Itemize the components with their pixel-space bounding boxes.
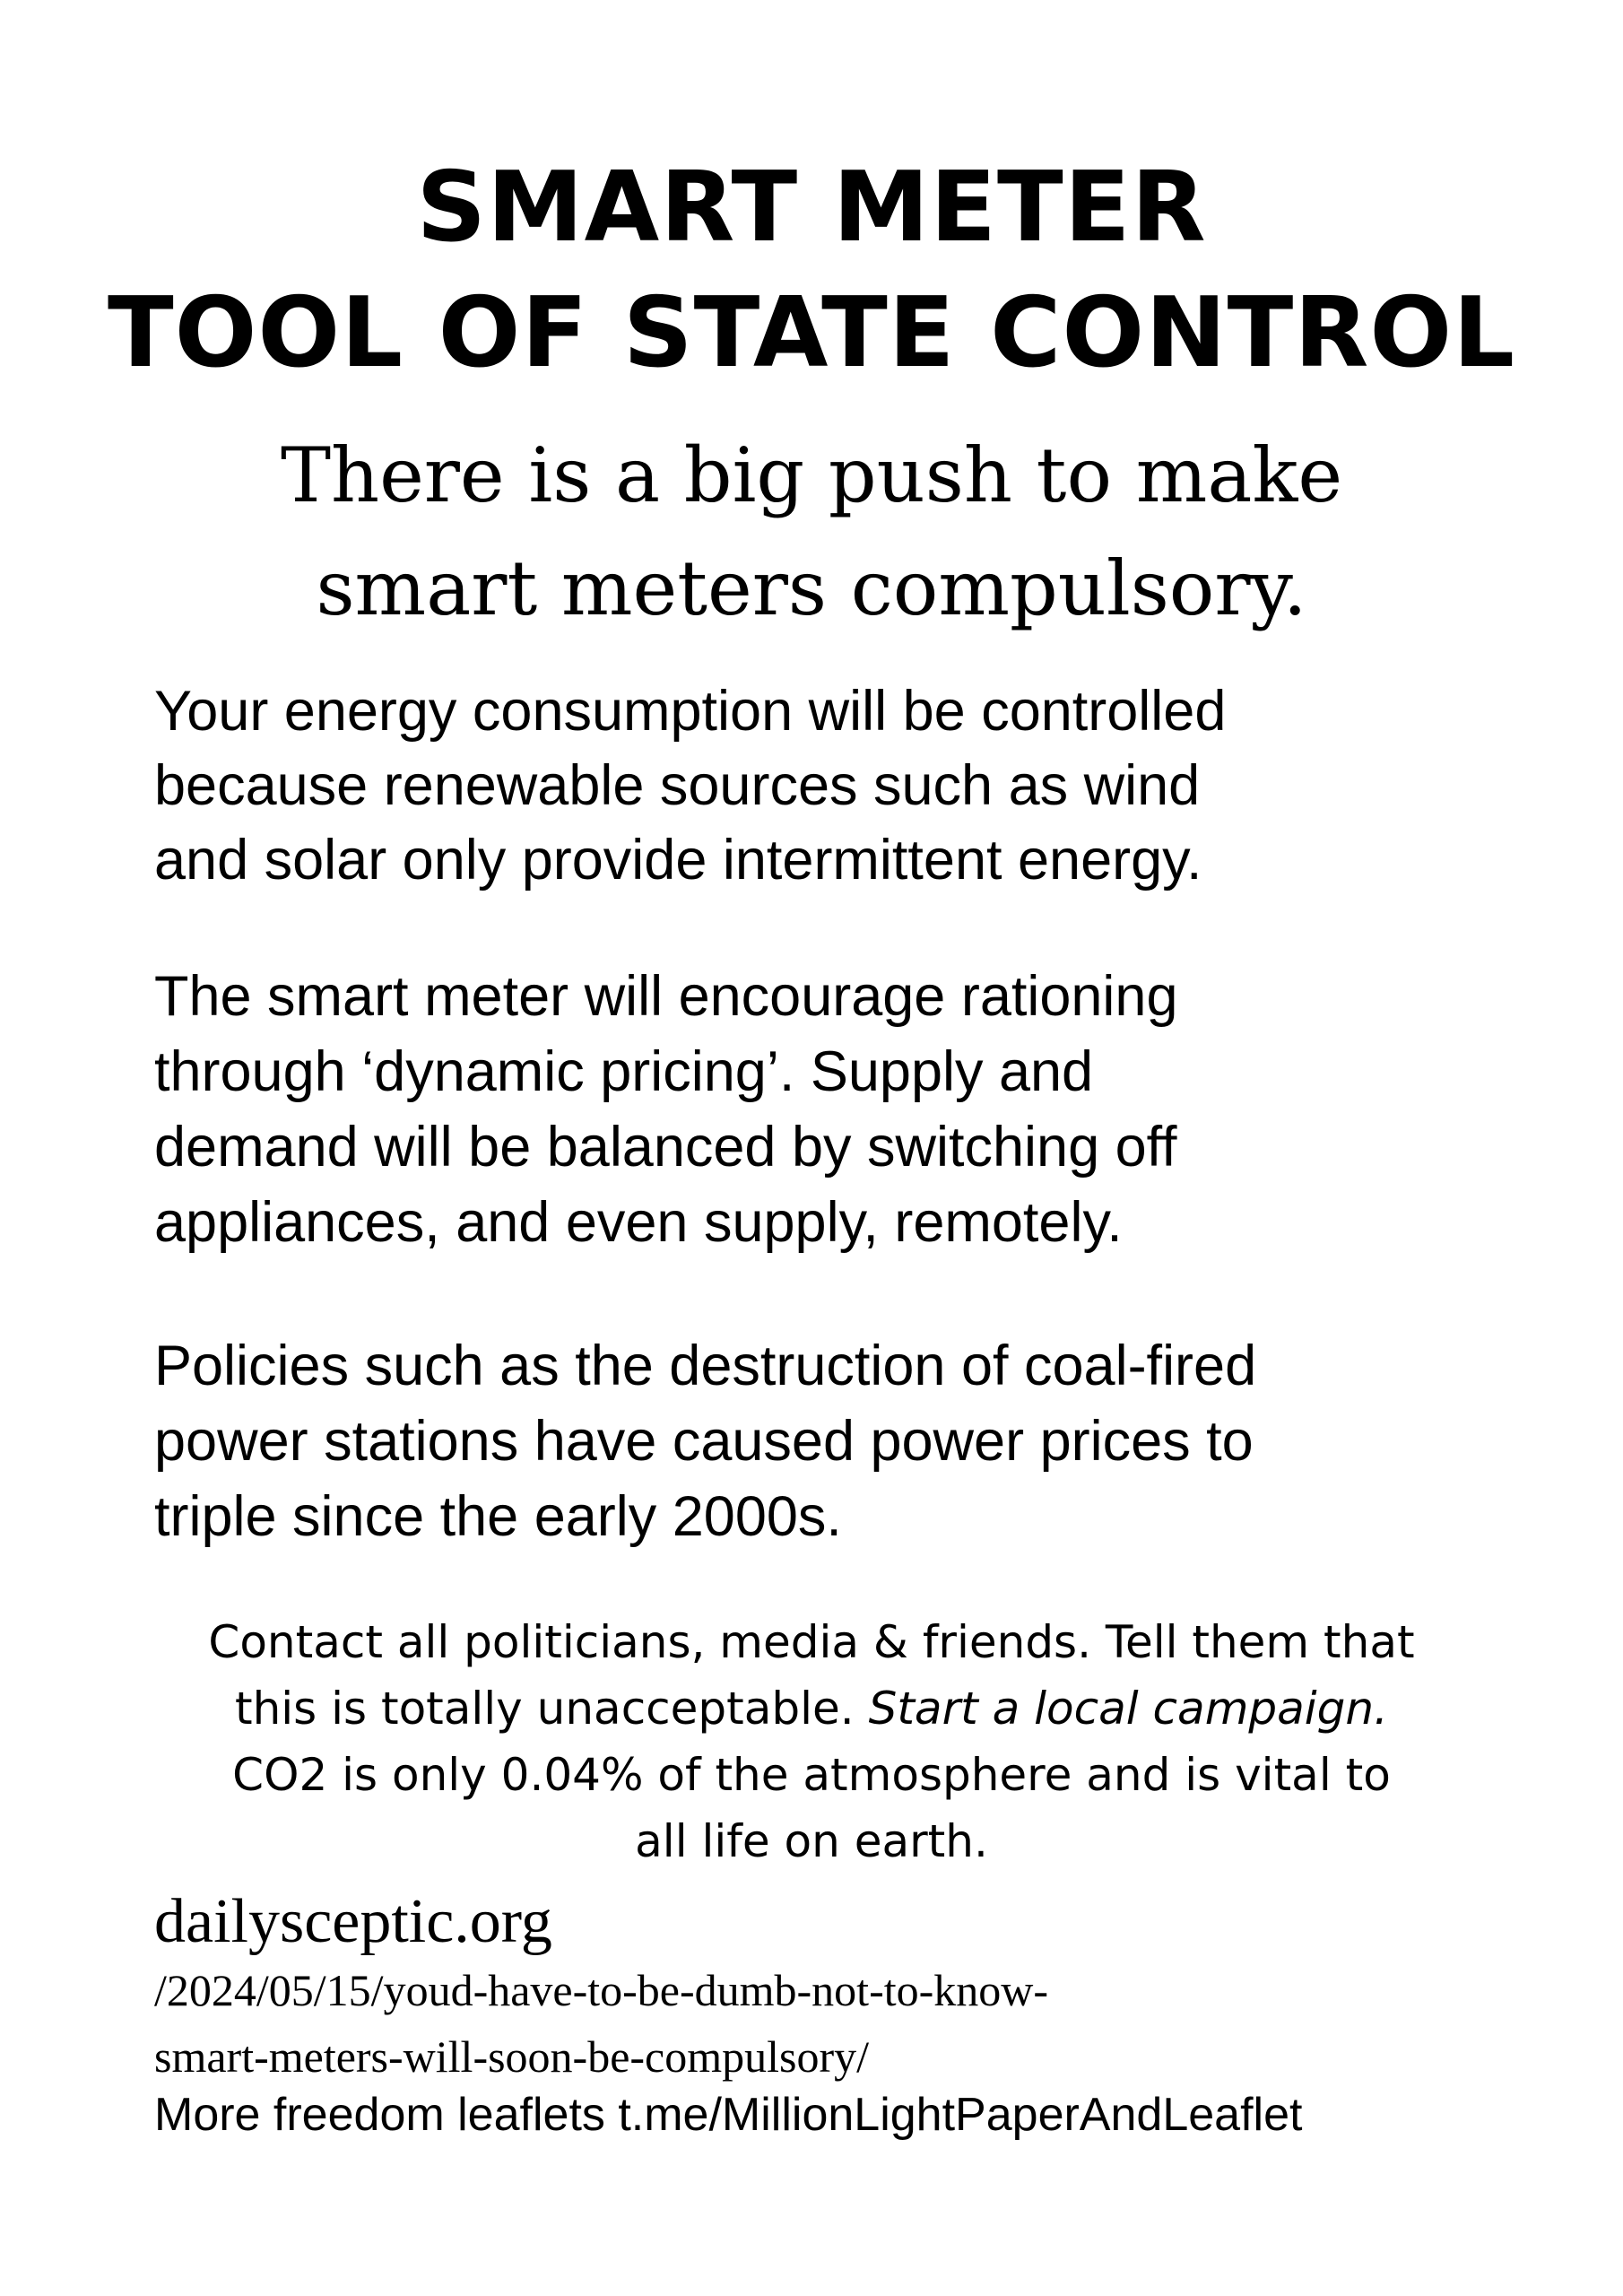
paragraph-3-line-1: Policies such as the destruction of coal-fired <box>154 1335 1257 1397</box>
paragraph-2-line-3: demand will be balanced by switching off <box>154 1116 1177 1178</box>
subheadline-line-2: smart meters compulsory. <box>316 544 1307 632</box>
paragraph-2-line-2: through ‘dynamic pricing’. Supply and <box>154 1040 1094 1103</box>
paragraph-3-line-2: power stations have caused power prices to <box>154 1410 1254 1473</box>
paragraph-3-line-3: triple since the early 2000s. <box>154 1485 842 1548</box>
cta-line-2-plain: this is totally unacceptable. <box>235 1683 869 1735</box>
paragraph-1-line-3: and solar only provide intermittent energy. <box>154 829 1202 891</box>
cta-line-1: Contact all politicians, media & friends. Tell them that <box>208 1616 1415 1668</box>
subheadline-line-1: There is a big push to make <box>280 431 1343 519</box>
cta-line-2 <box>0 1683 1623 1735</box>
paragraph-2-line-4: appliances, and even supply, remotely. <box>154 1191 1123 1254</box>
cta-line-3: CO2 is only 0.04% of the atmosphere and is vital to <box>232 1749 1391 1801</box>
source-path-line-2: smart-meters-will-soon-be-compulsory/ <box>154 2031 870 2082</box>
paragraph-1-line-1: Your energy consumption will be controlled <box>154 680 1227 743</box>
footer-leaflets-link: More freedom leaflets t.me/MillionLightPaperAndLeaflet <box>154 2089 1303 2141</box>
source-domain: dailysceptic.org <box>154 1887 552 1956</box>
source-path-line-1: /2024/05/15/youd-have-to-be-dumb-not-to-know- <box>154 1965 1049 2015</box>
headline-line-2: TOOL OF STATE CONTROL <box>107 277 1516 389</box>
paragraph-1-line-2: because renewable sources such as wind <box>154 754 1201 817</box>
paragraph-2-line-1: The smart meter will encourage rationing <box>154 965 1178 1028</box>
cta-start-campaign: Start a local campaign. <box>868 1683 1388 1735</box>
headline-line-1: SMART METER <box>416 152 1207 264</box>
cta-line-4: all life on earth. <box>635 1815 988 1867</box>
